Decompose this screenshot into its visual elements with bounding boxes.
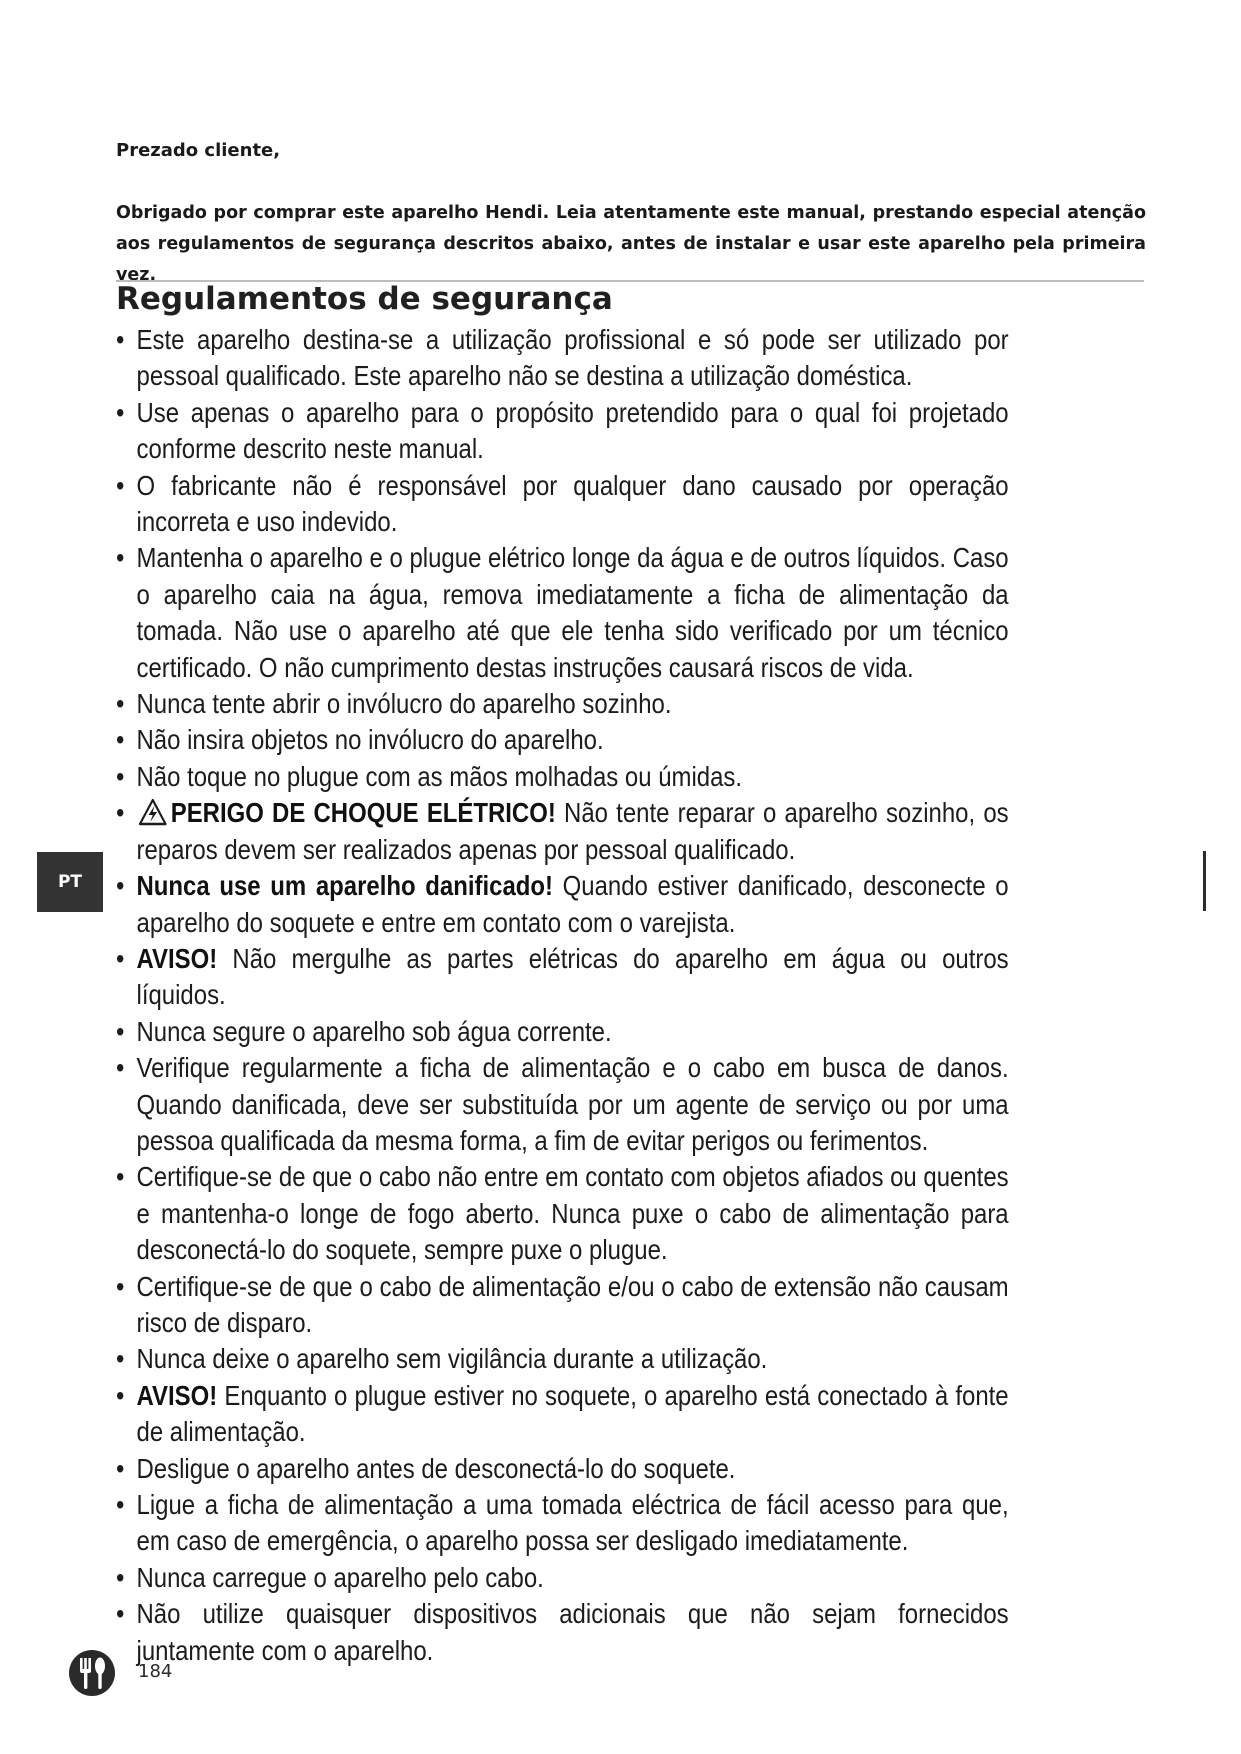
bullet-icon: •: [116, 1052, 125, 1084]
list-item: [116, 795, 1009, 868]
item-text: O fabricante não é responsável por qualquer dano causado por operação incorreta e uso indevido.: [136, 469, 1009, 538]
list-item: [116, 1014, 1009, 1050]
item-text: Desligue o aparelho antes de desconectá-lo do soquete.: [136, 1452, 736, 1484]
bullet-icon: •: [116, 688, 125, 720]
list-item: [116, 1269, 1009, 1342]
intro-paragraph: Obrigado por comprar este aparelho Hendi. Leia atentamente este manual, prestando especial atenção aos regulamentos de segurança descritos abaixo, antes de instalar e usar este aparelho pela primeira vez.: [116, 203, 1146, 285]
bullet-icon: •: [116, 542, 125, 574]
list-item: [116, 1560, 1009, 1596]
item-strong: Nunca use um aparelho danificado!: [136, 870, 553, 902]
item-strong: AVISO!: [136, 942, 218, 974]
bullet-icon: •: [116, 324, 125, 355]
list-item: [116, 1050, 1009, 1159]
margin-marker: [1203, 851, 1206, 911]
item-text: Nunca segure o aparelho sob água corrente.: [136, 1015, 612, 1047]
item-strong: AVISO!: [136, 1379, 218, 1411]
bullet-icon: •: [116, 760, 125, 792]
section-title: Regulamentos de segurança: [116, 281, 613, 317]
item-text: Nunca carregue o aparelho pelo cabo.: [136, 1561, 544, 1593]
bullet-icon: •: [116, 724, 125, 756]
list-item: [116, 1341, 1009, 1377]
item-text: Ligue a ficha de alimentação a uma tomada eléctrica de fácil acesso para que, em caso de emergência, o aparelho possa ser desligado imediatamente.: [136, 1489, 1009, 1557]
item-text: Este aparelho destina-se a utilização profissional e só pode ser utilizado por pessoal qualificado. Este aparelho não se destina a utilização doméstica.: [136, 324, 1009, 392]
list-item: [116, 759, 1009, 795]
bullet-icon: •: [116, 797, 125, 829]
electric-hazard-icon: [138, 798, 167, 826]
item-text: Enquanto o plugue estiver no soquete, o aparelho está conectado à fonte de alimentação.: [136, 1379, 1009, 1448]
item-text: Use apenas o aparelho para o propósito pretendido para o qual foi projetado conforme descrito neste manual.: [136, 396, 1009, 465]
bullet-icon: •: [116, 942, 125, 974]
item-text: Certifique-se de que o cabo não entre em contato com objetos afiados ou quentes e mantenha-o longe de fogo aberto. Nunca puxe o cabo de alimentação para desconectá-lo do soquete, sempre puxe o plugue.: [136, 1161, 1009, 1266]
item-text: Nunca tente abrir o invólucro do aparelho sozinho.: [136, 688, 672, 720]
list-item: [116, 1451, 1009, 1487]
item-text: Mantenha o aparelho e o plugue elétrico longe da água e de outros líquidos. Caso o aparelho caia na água, remova imediatamente a ficha de alimentação da tomada. Não use o aparelho até que ele tenha sido verificado por um técnico certificado. O não cumprimento destas instruções causará riscos de vida.: [136, 542, 1009, 683]
bullet-icon: •: [116, 1598, 125, 1630]
item-text: Não mergulhe as partes elétricas do aparelho em água ou outros líquidos.: [136, 942, 1009, 1011]
item-text: Não toque no plugue com as mãos molhadas ou úmidas.: [136, 760, 743, 792]
item-text: Certifique-se de que o cabo de alimentação e/ou o cabo de extensão não causam risco de disparo.: [136, 1270, 1009, 1338]
item-strong: PERIGO DE CHOQUE ELÉTRICO!: [170, 797, 556, 829]
item-text: Verifique regularmente a ficha de alimentação e o cabo em busca de danos. Quando danificada, deve ser substituída por um agente de serviço ou por uma pessoa qualificada da mesma forma, a fim de evitar perigos ou ferimentos.: [136, 1052, 1009, 1156]
item-text: Quando estiver danificado, desconecte o aparelho do soquete e entre em contato com o varejista.: [136, 870, 1009, 938]
bullet-icon: •: [116, 1379, 125, 1411]
item-text: Não utilize quaisquer dispositivos adicionais que não sejam fornecidos juntamente com o aparelho.: [136, 1598, 1009, 1666]
bullet-icon: •: [116, 396, 125, 428]
language-tab: PT: [37, 852, 103, 912]
list-item: [116, 722, 1009, 758]
item-text: Nunca deixe o aparelho sem vigilância durante a utilização.: [136, 1343, 768, 1375]
page-number: 184: [138, 1661, 173, 1682]
item-text: Não tente reparar o aparelho sozinho, os reparos devem ser realizados apenas por pessoal qualificado.: [136, 797, 1009, 865]
cutlery-logo-icon: [68, 1649, 116, 1697]
bullet-icon: •: [116, 870, 125, 902]
item-text: Não insira objetos no invólucro do aparelho.: [136, 724, 604, 756]
list-item: [116, 322, 1009, 395]
bullet-icon: •: [116, 1489, 125, 1520]
list-item: [116, 941, 1009, 1014]
bullet-icon: •: [116, 1452, 125, 1484]
bullet-icon: •: [116, 1015, 125, 1047]
list-item: [116, 468, 1009, 541]
list-item: [116, 395, 1009, 468]
greeting: Prezado cliente,: [116, 140, 281, 161]
list-item: [116, 1378, 1009, 1451]
list-item: [116, 1596, 1009, 1669]
safety-rules-list: [116, 322, 1009, 1669]
bullet-icon: •: [116, 469, 125, 501]
list-item: [116, 540, 1009, 686]
bullet-icon: •: [116, 1161, 125, 1193]
list-item: [116, 686, 1009, 722]
bullet-icon: •: [116, 1270, 125, 1302]
list-item: [116, 868, 1009, 941]
bullet-icon: •: [116, 1561, 125, 1593]
list-item: [116, 1159, 1009, 1268]
list-item: [116, 1487, 1009, 1560]
bullet-icon: •: [116, 1343, 125, 1375]
